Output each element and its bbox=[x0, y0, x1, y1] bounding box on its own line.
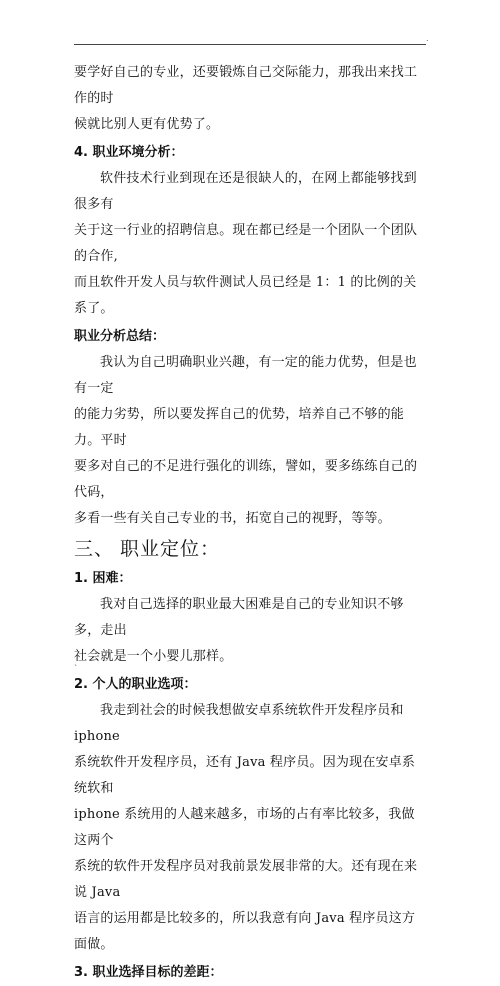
intro-line-1: 要学好自己的专业，还要锻炼自己交际能力，那我出来找工作的时 bbox=[74, 65, 418, 106]
summary-line-2: 的能力劣势，所以要发挥自己的优势，培养自己不够的能力。平时 bbox=[74, 407, 405, 448]
chapter-3-heading bbox=[74, 534, 426, 564]
summary-heading: 职业分析总结： bbox=[74, 329, 166, 344]
section-4-line-2: 关于这一行业的招聘信息。现在都已经是一个团队一个团队的合作, bbox=[74, 223, 418, 264]
summary-line-4: 多看一些有关自己专业的书，拓宽自己的视野，等等。 bbox=[74, 511, 391, 526]
section-4-line-1: 软件技术行业到现在还是很缺人的，在网上都能够找到很多有 bbox=[74, 171, 417, 212]
summary-line-3: 要多对自己的不足进行强化的训练，譬如，要多练练自己的代码， bbox=[74, 459, 418, 500]
chapter-3-number: 三、 bbox=[74, 538, 115, 560]
item-1-heading: 1. 困难： bbox=[74, 571, 132, 586]
item-2-heading: 2. 个人的职业选项： bbox=[74, 677, 197, 692]
corner-mark-bottom-left: ` bbox=[74, 664, 78, 673]
header-rule bbox=[74, 44, 426, 45]
item-2-line-1: 我走到社会的时候我想做安卓系统软件开发程序员和 iphone bbox=[74, 703, 404, 744]
item-1-line-2: 社会就是一个小婴儿那样。 bbox=[74, 649, 233, 664]
item-2-line-2: 系统软件开发程序员，还有 Java 程序员。因为现在安卓系统软和 bbox=[74, 755, 416, 796]
intro-line-2: 候就比别人更有优势了。 bbox=[74, 117, 220, 132]
item-1-line-1: 我对自己选择的职业最大困难是自己的专业知识不够多，走出 bbox=[74, 597, 404, 638]
page-content bbox=[74, 60, 426, 986]
corner-mark-top-right: . bbox=[426, 34, 429, 43]
item-2-line-4: 系统的软件开发程序员对我前景发展非常的大。还有现在来说 Java bbox=[74, 859, 418, 900]
section-4-heading: 4. 职业环境分析： bbox=[74, 145, 184, 160]
item-2-line-3: iphone 系统用的人越来越多，市场的占有率比较多，我做这两个 bbox=[74, 807, 415, 848]
summary-line-1: 我认为自己明确职业兴趣，有一定的能力优势，但是也有一定 bbox=[74, 355, 417, 396]
chapter-3-title: 职业定位： bbox=[120, 538, 221, 560]
item-3-heading: 3. 职业选择目标的差距： bbox=[74, 965, 223, 980]
section-4-line-3: 而且软件开发人员与软件测试人员已经是 1：1 的比例的关系了。 bbox=[74, 275, 417, 316]
item-2-line-5: 语言的运用都是比较多的，所以我意有向 Java 程序员这方面做。 bbox=[74, 911, 416, 952]
